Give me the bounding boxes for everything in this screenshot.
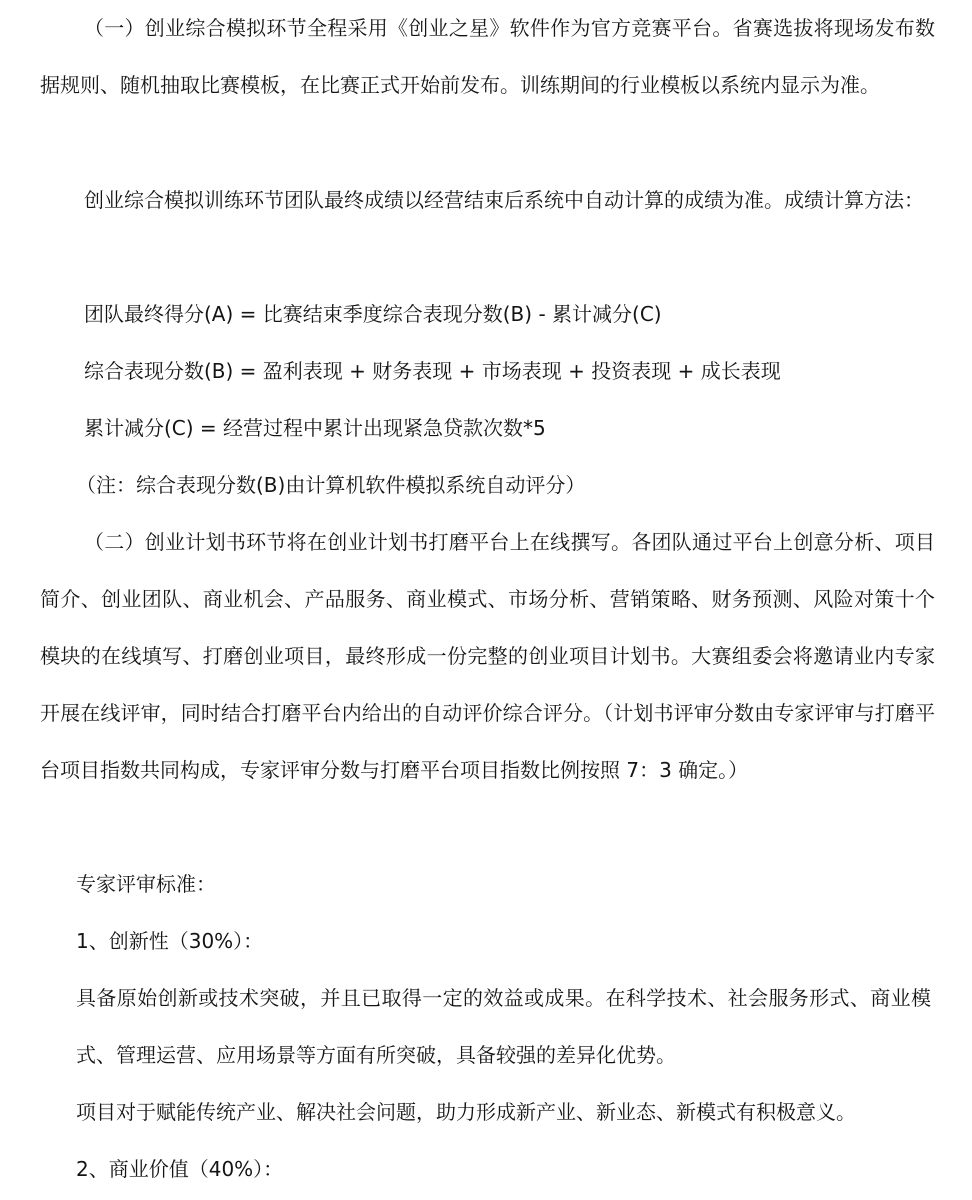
- heading-innovation: 1、创新性（30%）：: [76, 929, 264, 953]
- note-auto-scoring: （注：综合表现分数(B)由计算机软件模拟系统自动评分）: [76, 473, 586, 497]
- heading-commercial-value: 2、商业价值（40%）：: [76, 1157, 284, 1181]
- formula-composite-score: 综合表现分数(B) = 盈利表现 + 财务表现 + 市场表现 + 投资表现 + 成长表现: [84, 359, 781, 383]
- formula-final-score: 团队最终得分(A) = 比赛结束季度综合表现分数(B) - 累计减分(C): [84, 302, 662, 326]
- paragraph-score-method: 创业综合模拟训练环节团队最终成绩以经营结束后系统中自动计算的成绩为准。成绩计算方法：: [84, 188, 924, 212]
- paragraph-innovation-detail: 具备原始创新或技术突破，并且已取得一定的效益或成果。在科学技术、社会服务形式、商业模式、管理运营、应用场景等方面有所突破，具备较强的差异化优势。: [76, 986, 931, 1067]
- heading-expert-criteria: 专家评审标准：: [76, 872, 216, 896]
- paragraph-platform-simulation: （一）创业综合模拟环节全程采用《创业之星》软件作为官方竞赛平台。省赛选拔将现场发布数据规则、随机抽取比赛模板，在比赛正式开始前发布。训练期间的行业模板以系统内显示为准。: [40, 16, 935, 97]
- formula-deduction: 累计减分(C) = 经营过程中累计出现紧急贷款次数*5: [84, 416, 546, 440]
- paragraph-innovation-significance: 项目对于赋能传统产业、解决社会问题，助力形成新产业、新业态、新模式有积极意义。: [76, 1100, 856, 1124]
- paragraph-business-plan: （二）创业计划书环节将在创业计划书打磨平台上在线撰写。各团队通过平台上创意分析、项目简介、创业团队、商业机会、产品服务、商业模式、市场分析、营销策略、财务预测、风险对策十个模块的在线填写、打磨创业项目，最终形成一份完整的创业项目计划书。大赛组委会将邀请业内专家开展在线评审，同时结合打磨平台内给出的自动评价综合评分。（计划书评审分数由专家评审与打磨平台项目指数共同构成，专家评审分数与打磨平台项目指数比例按照 7：3 确定。）: [40, 530, 935, 782]
